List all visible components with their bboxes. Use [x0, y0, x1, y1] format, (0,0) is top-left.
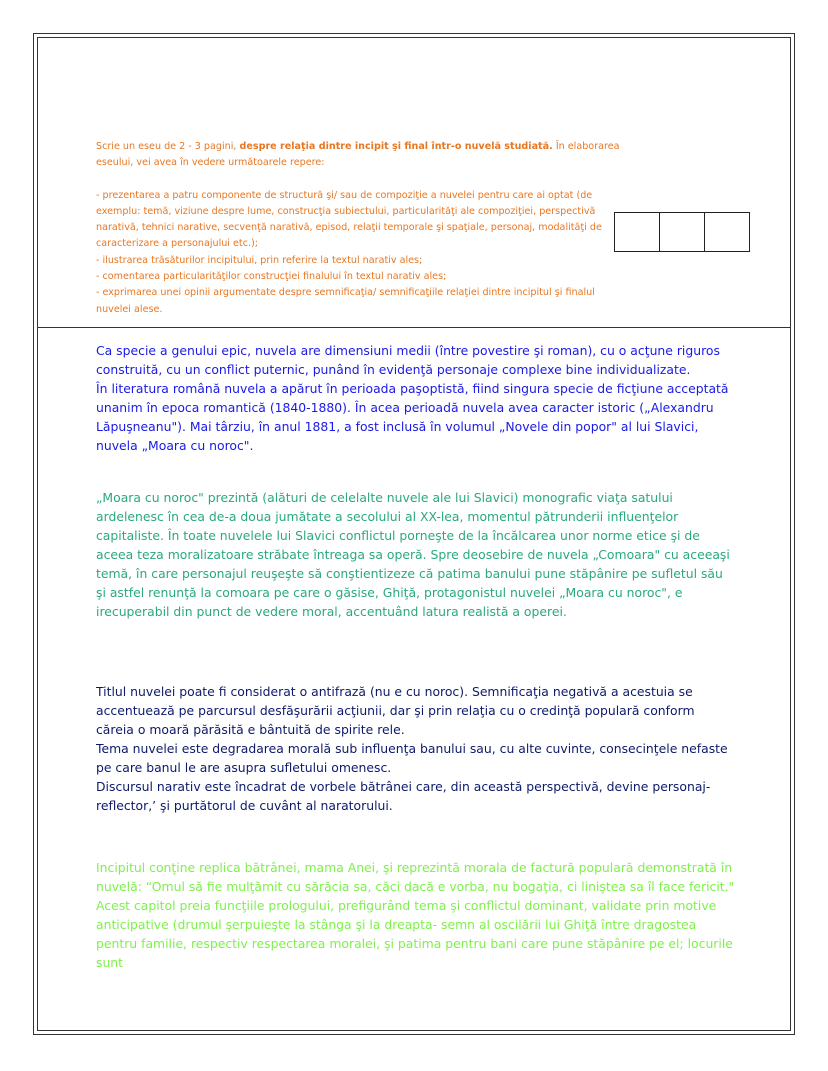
- essay-paragraph-1: [96, 341, 736, 455]
- subject-intro-bold: despre relaţia dintre incipit şi final într-o nuvelă studiată.: [239, 141, 553, 152]
- essay-line: Tema nuvelei este degradarea morală sub influenţa banului sau, cu alte cuvinte, consecinţele nefaste pe care banul le are asupra sufletului omenesc.: [96, 741, 728, 775]
- requirement-item: - ilustrarea trăsăturilor incipitului, prin referire la textul narativ ales;: [96, 254, 423, 266]
- essay-paragraph-4: [96, 858, 736, 972]
- grade-box: [704, 213, 749, 251]
- requirement-item: - comentarea particularităţilor construcţiei finalului în textul narativ ales;: [96, 271, 447, 283]
- essay-paragraph-3: [96, 682, 736, 815]
- grade-boxes: [614, 212, 750, 252]
- essay-line: Discursul narativ este încadrat de vorbele bătrânei care, din această perspectivă, devine personaj-reflector,’ şi purtătorul de cuvânt al naratorului.: [96, 779, 711, 813]
- essay-line: Ca specie a genului epic, nuvela are dimensiuni medii (între povestire şi roman), cu o acţune riguros construită, cu un conflict puternic, punând în evidenţă personaje complexe bine individualizate.: [96, 343, 720, 377]
- essay-line: În literatura română nuvela a apărut în perioada paşoptistă, fiind singura specie de ficţiune acceptată unanim în epoca romantică (1840-1880). În acea perioadă nuvela avea caracter istoric („Alexandru Lăpuşneanu"). Mai târziu, în anul 1881, a fost inclusă în volumul „Novele din popor" al lui Slavici, nuvela „Moara cu noroc".: [96, 381, 729, 453]
- subject-intro: Scrie un eseu de 2 - 3 pagini, despre relaţia dintre incipit şi final într-o nuvelă studiată. În elaborarea eseului, vei avea în vedere următoarele repere:: [96, 141, 620, 169]
- grade-box: [659, 213, 704, 251]
- essay-line: Incipitul conţine replica bătrânei, mama Anei, şi reprezintă morala de factură populară demonstrată în nuvelă: “Omul să fie mulţămit cu sărăcia sa, căci dacă e vorba, nu bogaţia, ci liniştea sa îl face fericit." Acest capitol preia funcţiile prologului, prefigurând tema şi conflictul dominant, validate prin motive anticipative (drumul şerpuieşte la stânga şi la dreapta- semn al oscilării lui Ghiţă între dragostea pentru familie, respectiv respectarea moralei, şi patima pentru bani care pune stăpânire pe el; locurile sunt: [96, 860, 735, 970]
- requirement-item: - prezentarea a patru componente de structură şi/ sau de compoziţie a nuvelei pentru care ai optat (de exemplu: temă, viziune despre lume, construcţia subiectului, particularităţi ale compoziţiei, perspectivă narativă, tehnici narative, secvenţă narativă, episod, relaţii temporale şi spaţiale, personaj, modalităţi de caracterizare a personajului etc.);: [96, 189, 602, 250]
- essay-line: Titlul nuvelei poate fi considerat o antifrază (nu e cu noroc). Semnificaţia negativă a acestuia se accentuează pe parcursul desfăşurării acţiunii, dar şi prin relaţia cu o credinţă populară conform căreia o moară părăsită e bântuită de spirite rele.: [96, 684, 695, 737]
- section-divider: [38, 327, 790, 328]
- essay-paragraph-2: [96, 488, 736, 621]
- grade-box: [615, 213, 659, 251]
- exam-subject: [96, 139, 626, 318]
- essay-line: „Moara cu noroc" prezintă (alături de celelalte nuvele ale lui Slavici) monografic viaţa satului ardelenesc în cea de-a doua jumătate a secolului al XX-lea, momentul pătrunderii influenţelor capitaliste. În toate nuvelele lui Slavici conflictul porneşte de la încălcarea unor norme etice şi de aceea teza moralizatoare străbate întreaga sa operă. Spre deosebire de nuvela „Comoara" cu aceeaşi temă, în care personajul reuşeşte să conştientizeze că patima banului pune stăpânire pe sufletul său şi astfel renunţă la comoara pe care o găsise, Ghiţă, protagonistul nuvelei „Moara cu noroc", e irecuperabil din punct de vedere moral, accentuând latura realistă a operei.: [96, 490, 730, 619]
- requirement-item: - exprimarea unei opinii argumentate despre semnificaţia/ semnificaţiile relaţiei dintre incipitul şi finalul nuvelei alese.: [96, 287, 595, 315]
